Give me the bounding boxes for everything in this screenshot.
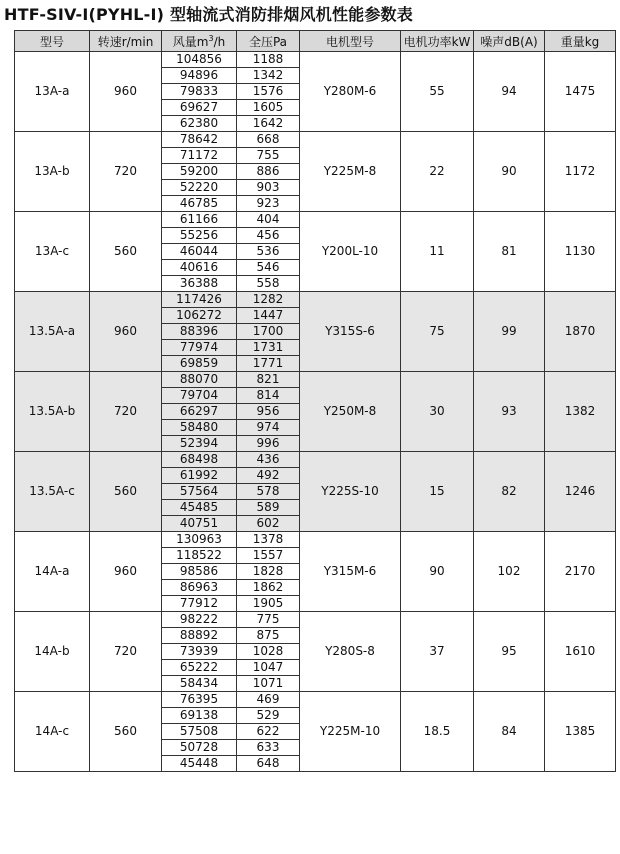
power-cell: 18.5 (401, 692, 474, 772)
speed-cell: 720 (90, 132, 162, 212)
airflow-cell: 45485 (162, 500, 237, 516)
weight-cell: 1610 (545, 612, 616, 692)
pressure-cell: 1188 (237, 52, 300, 68)
airflow-cell: 88070 (162, 372, 237, 388)
power-cell: 22 (401, 132, 474, 212)
noise-cell: 90 (474, 132, 545, 212)
pressure-cell: 633 (237, 740, 300, 756)
table-body (15, 52, 616, 772)
airflow-cell: 86963 (162, 580, 237, 596)
noise-cell: 93 (474, 372, 545, 452)
pressure-cell: 974 (237, 420, 300, 436)
motor-cell: Y280S-8 (300, 612, 401, 692)
pressure-cell: 875 (237, 628, 300, 644)
airflow-cell: 57508 (162, 724, 237, 740)
airflow-cell: 71172 (162, 148, 237, 164)
airflow-cell: 130963 (162, 532, 237, 548)
power-cell: 30 (401, 372, 474, 452)
table-row (15, 692, 616, 708)
airflow-cell: 66297 (162, 404, 237, 420)
pressure-cell: 1642 (237, 116, 300, 132)
motor-cell: Y225M-8 (300, 132, 401, 212)
airflow-cell: 52220 (162, 180, 237, 196)
pressure-cell: 775 (237, 612, 300, 628)
model-cell: 13A-b (15, 132, 90, 212)
table-row (15, 532, 616, 548)
header-airflow: 风量$m^3/h$ (162, 31, 237, 52)
pressure-cell: 1731 (237, 340, 300, 356)
noise-cell: 84 (474, 692, 545, 772)
speed-cell: 560 (90, 212, 162, 292)
power-cell: 55 (401, 52, 474, 132)
airflow-cell: 61992 (162, 468, 237, 484)
airflow-cell: 104856 (162, 52, 237, 68)
speed-cell: 960 (90, 532, 162, 612)
airflow-cell: 69138 (162, 708, 237, 724)
pressure-cell: 1828 (237, 564, 300, 580)
motor-cell: Y315S-6 (300, 292, 401, 372)
pressure-cell: 578 (237, 484, 300, 500)
airflow-cell: 57564 (162, 484, 237, 500)
weight-cell: 1475 (545, 52, 616, 132)
pressure-cell: 996 (237, 436, 300, 452)
pressure-cell: 648 (237, 756, 300, 772)
model-cell: 13.5A-a (15, 292, 90, 372)
airflow-cell: 45448 (162, 756, 237, 772)
airflow-cell: 94896 (162, 68, 237, 84)
airflow-cell: 69627 (162, 100, 237, 116)
noise-cell: 81 (474, 212, 545, 292)
noise-cell: 82 (474, 452, 545, 532)
fan-performance-table (14, 30, 616, 772)
weight-cell: 1385 (545, 692, 616, 772)
airflow-cell: 79704 (162, 388, 237, 404)
airflow-cell: 77912 (162, 596, 237, 612)
speed-cell: 720 (90, 612, 162, 692)
airflow-cell: 88892 (162, 628, 237, 644)
motor-cell: Y280M-6 (300, 52, 401, 132)
weight-cell: 2170 (545, 532, 616, 612)
airflow-cell: 46044 (162, 244, 237, 260)
weight-cell: 1382 (545, 372, 616, 452)
airflow-cell: 73939 (162, 644, 237, 660)
airflow-cell: 117426 (162, 292, 237, 308)
speed-cell: 960 (90, 52, 162, 132)
airflow-cell: 77974 (162, 340, 237, 356)
pressure-cell: 602 (237, 516, 300, 532)
motor-cell: Y200L-10 (300, 212, 401, 292)
pressure-cell: 886 (237, 164, 300, 180)
motor-cell: Y315M-6 (300, 532, 401, 612)
airflow-cell: 46785 (162, 196, 237, 212)
airflow-cell: 76395 (162, 692, 237, 708)
airflow-cell: 79833 (162, 84, 237, 100)
airflow-cell: 58434 (162, 676, 237, 692)
pressure-cell: 1282 (237, 292, 300, 308)
pressure-cell: 1028 (237, 644, 300, 660)
table-row (15, 612, 616, 628)
motor-cell: Y225M-10 (300, 692, 401, 772)
pressure-cell: 1047 (237, 660, 300, 676)
header-row (15, 31, 616, 52)
airflow-cell: 98586 (162, 564, 237, 580)
airflow-cell: 62380 (162, 116, 237, 132)
power-cell: 90 (401, 532, 474, 612)
speed-cell: 560 (90, 692, 162, 772)
power-cell: 37 (401, 612, 474, 692)
noise-cell: 102 (474, 532, 545, 612)
table-row (15, 452, 616, 468)
weight-cell: 1246 (545, 452, 616, 532)
noise-cell: 99 (474, 292, 545, 372)
pressure-cell: 1862 (237, 580, 300, 596)
model-cell: 14A-c (15, 692, 90, 772)
pressure-cell: 546 (237, 260, 300, 276)
airflow-cell: 59200 (162, 164, 237, 180)
pressure-cell: 622 (237, 724, 300, 740)
model-cell: 14A-b (15, 612, 90, 692)
model-cell: 14A-a (15, 532, 90, 612)
pressure-cell: 1605 (237, 100, 300, 116)
noise-cell: 95 (474, 612, 545, 692)
header-motor: 电机型号 (300, 31, 401, 52)
airflow-cell: 58480 (162, 420, 237, 436)
model-cell: 13.5A-b (15, 372, 90, 452)
table-row (15, 52, 616, 68)
motor-cell: Y225S-10 (300, 452, 401, 532)
pressure-cell: 436 (237, 452, 300, 468)
pressure-cell: 821 (237, 372, 300, 388)
pressure-cell: 1447 (237, 308, 300, 324)
model-cell: 13A-c (15, 212, 90, 292)
pressure-cell: 814 (237, 388, 300, 404)
pressure-cell: 1342 (237, 68, 300, 84)
power-cell: 15 (401, 452, 474, 532)
pressure-cell: 456 (237, 228, 300, 244)
weight-cell: 1172 (545, 132, 616, 212)
pressure-cell: 492 (237, 468, 300, 484)
airflow-cell: 61166 (162, 212, 237, 228)
pressure-cell: 923 (237, 196, 300, 212)
airflow-cell: 88396 (162, 324, 237, 340)
airflow-cell: 52394 (162, 436, 237, 452)
pressure-cell: 956 (237, 404, 300, 420)
pressure-cell: 469 (237, 692, 300, 708)
pressure-cell: 755 (237, 148, 300, 164)
pressure-cell: 589 (237, 500, 300, 516)
airflow-cell: 98222 (162, 612, 237, 628)
header-weight: 重量kg (545, 31, 616, 52)
pressure-cell: 404 (237, 212, 300, 228)
airflow-cell: 40616 (162, 260, 237, 276)
airflow-cell: 118522 (162, 548, 237, 564)
pressure-cell: 1378 (237, 532, 300, 548)
airflow-cell: 106272 (162, 308, 237, 324)
table-row (15, 212, 616, 228)
speed-cell: 720 (90, 372, 162, 452)
speed-cell: 560 (90, 452, 162, 532)
pressure-cell: 536 (237, 244, 300, 260)
model-cell: 13A-a (15, 52, 90, 132)
noise-cell: 94 (474, 52, 545, 132)
airflow-cell: 68498 (162, 452, 237, 468)
airflow-cell: 69859 (162, 356, 237, 372)
pressure-cell: 1700 (237, 324, 300, 340)
pressure-cell: 903 (237, 180, 300, 196)
header-model: 型号 (15, 31, 90, 52)
power-cell: 11 (401, 212, 474, 292)
weight-cell: 1130 (545, 212, 616, 292)
airflow-cell: 65222 (162, 660, 237, 676)
airflow-cell: 78642 (162, 132, 237, 148)
airflow-cell: 50728 (162, 740, 237, 756)
pressure-cell: 529 (237, 708, 300, 724)
speed-cell: 960 (90, 292, 162, 372)
pressure-cell: 1071 (237, 676, 300, 692)
table-row (15, 292, 616, 308)
power-cell: 75 (401, 292, 474, 372)
motor-cell: Y250M-8 (300, 372, 401, 452)
pressure-cell: 1905 (237, 596, 300, 612)
table-row (15, 372, 616, 388)
model-cell: 13.5A-c (15, 452, 90, 532)
header-noise: 噪声dB(A) (474, 31, 545, 52)
airflow-cell: 40751 (162, 516, 237, 532)
pressure-cell: 1557 (237, 548, 300, 564)
pressure-cell: 1771 (237, 356, 300, 372)
page-title: HTF-SIV-I(PYHL-I) 型轴流式消防排烟风机性能参数表 (4, 5, 413, 24)
pressure-cell: 668 (237, 132, 300, 148)
airflow-cell: 36388 (162, 276, 237, 292)
header-power: 电机功率kW (401, 31, 474, 52)
header-speed: 转速r/min (90, 31, 162, 52)
weight-cell: 1870 (545, 292, 616, 372)
pressure-cell: 1576 (237, 84, 300, 100)
pressure-cell: 558 (237, 276, 300, 292)
airflow-cell: 55256 (162, 228, 237, 244)
table-row (15, 132, 616, 148)
header-pressure: 全压Pa (237, 31, 300, 52)
